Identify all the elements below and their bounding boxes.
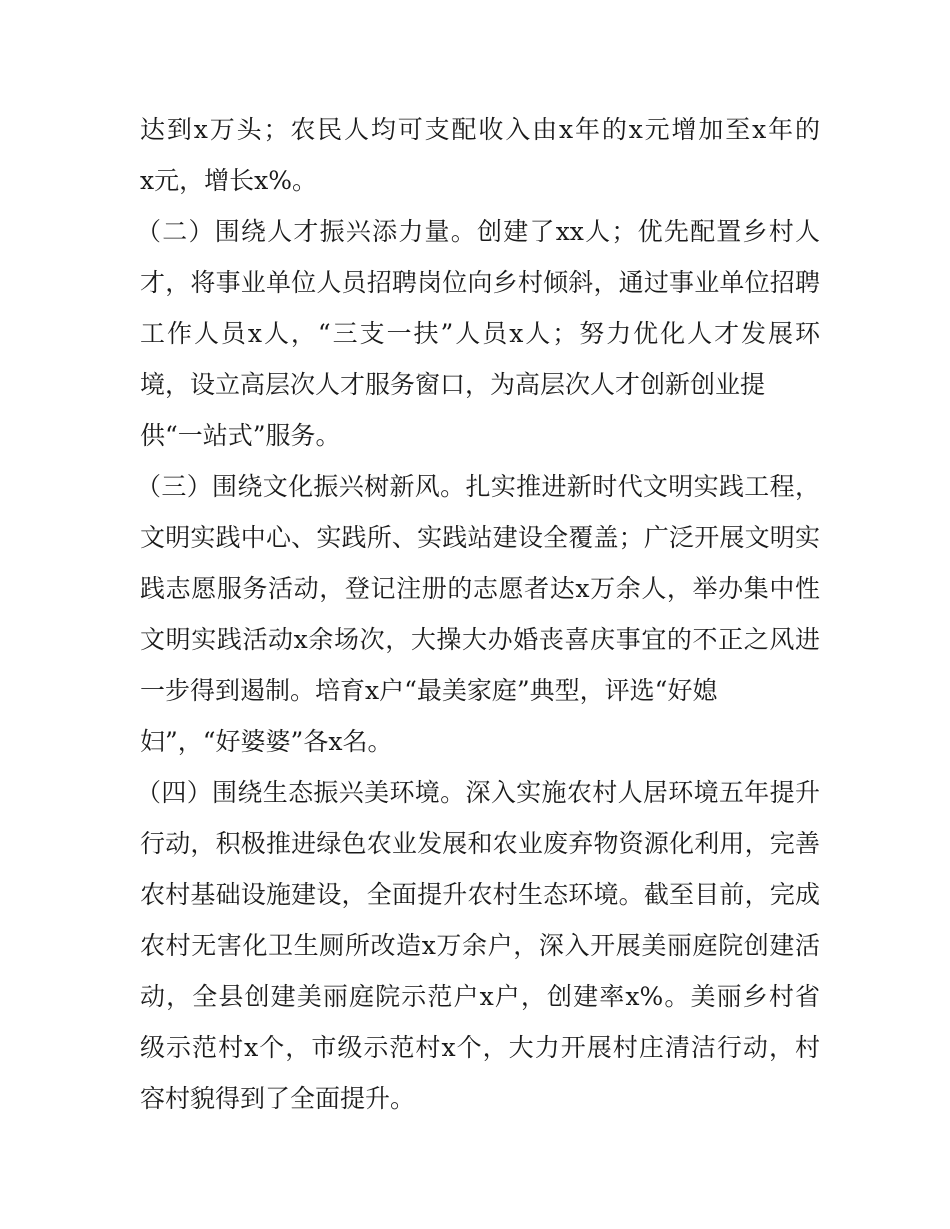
text-line: 农村基础设施建设，全面提升农村生态环境。截至目前，完成 [140,880,820,909]
text-line: 妇”，“好婆婆”各x名。 [140,727,393,756]
text-line: 才，将事业单位人员招聘岗位向乡村倾斜，通过事业单位招聘 [140,268,820,297]
document-body [136,104,820,1124]
section-heading-ecology: （四）围绕生态振兴美环境。深入实施农村人居环境五年提升 [136,778,820,807]
text-line: 行动，积极推进绿色农业发展和农业废弃物资源化利用，完善 [140,829,820,858]
text-line: 境，设立高层次人才服务窗口，为高层次人才创新创业提 [140,370,766,399]
text-line: 文明实践中心、实践所、实践站建设全覆盖；广泛开展文明实 [140,523,820,552]
text-line: 达到x万头；农民人均可支配收入由x年的x元增加至x年的 [140,115,820,144]
section-heading-culture: （三）围绕文化振兴树新风。扎实推进新时代文明实践工程， [136,472,820,501]
text-line: 一步得到遏制。培育x户“最美家庭”典型，评选“好媳 [140,676,718,705]
text-line: 践志愿服务活动，登记注册的志愿者达x万余人，举办集中性 [140,574,820,603]
text-line: 动，全县创建美丽庭院示范户x户，创建率x%。美丽乡村省 [140,982,820,1011]
text-line: 级示范村x个，市级示范村x个，大力开展村庄清洁行动，村 [140,1033,820,1062]
text-line: 工作人员x人，“三支一扶”人员x人；努力优化人才发展环 [140,319,820,348]
text-line: x元，增长x%。 [140,166,317,195]
text-line: 农村无害化卫生厕所改造x万余户，深入开展美丽庭院创建活 [140,931,820,960]
text-line: 文明实践活动x余场次，大操大办婚丧喜庆事宜的不正之风进 [140,625,820,654]
text-line: 供“一站式”服务。 [140,421,341,450]
text-line: 容村貌得到了全面提升。 [140,1084,416,1113]
section-heading-talent: （二）围绕人才振兴添力量。创建了xx人；优先配置乡村人 [136,217,820,246]
